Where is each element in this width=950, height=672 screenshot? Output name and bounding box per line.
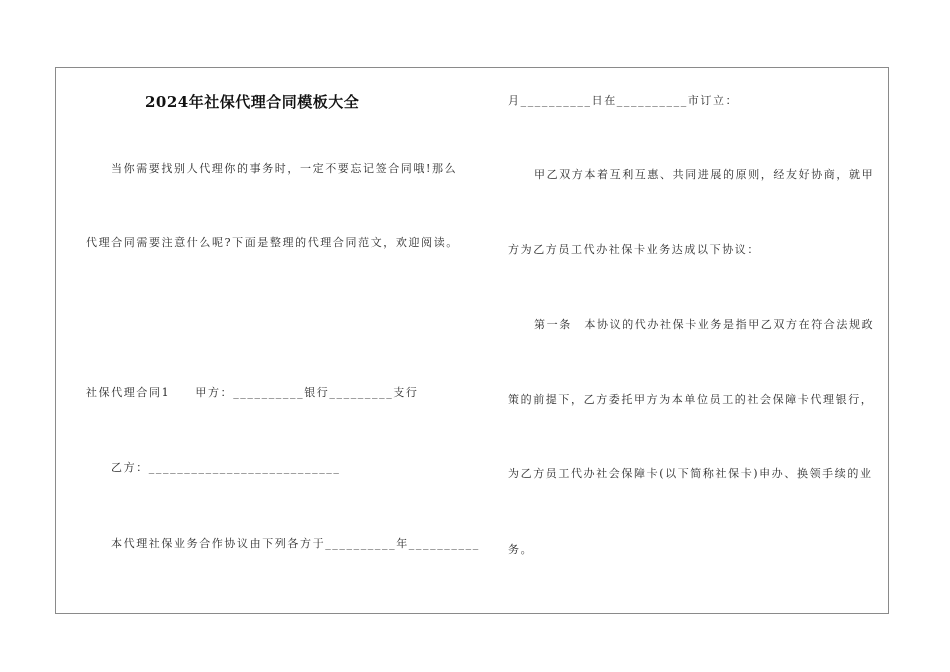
paragraph-line: 策的前提下，乙方委托甲方为本单位员工的社会保障卡代理银行， (508, 393, 874, 406)
paragraph-line: 方为乙方员工代办社保卡业务达成以下协议： (508, 243, 760, 256)
document-title: 2024年社保代理合同模板大全 (145, 93, 360, 111)
document-page (55, 67, 889, 614)
paragraph-line: 本代理社保业务合作协议由下列各方于__________年__________ (111, 537, 480, 550)
paragraph-line: 甲乙双方本着互利互惠、共同进展的原则，经友好协商，就甲 (534, 168, 875, 181)
paragraph-line: 第一条 本协议的代办社保卡业务是指甲乙双方在符合法规政 (534, 318, 875, 331)
paragraph-line: 为乙方员工代办社会保障卡(以下简称社保卡)申办、换领手续的业 (508, 467, 873, 480)
paragraph-line: 务。 (508, 543, 534, 556)
paragraph-line: 当你需要找别人代理你的事务时，一定不要忘记签合同哦!那么 (111, 162, 458, 175)
paragraph-line: 乙方：___________________________ (111, 461, 341, 474)
contract-heading-line: 社保代理合同1 甲方：__________银行_________支行 (86, 386, 419, 399)
paragraph-line: 代理合同需要注意什么呢?下面是整理的代理合同范文，欢迎阅读。 (86, 236, 459, 249)
paragraph-line: 月__________日在__________市订立： (508, 94, 739, 107)
